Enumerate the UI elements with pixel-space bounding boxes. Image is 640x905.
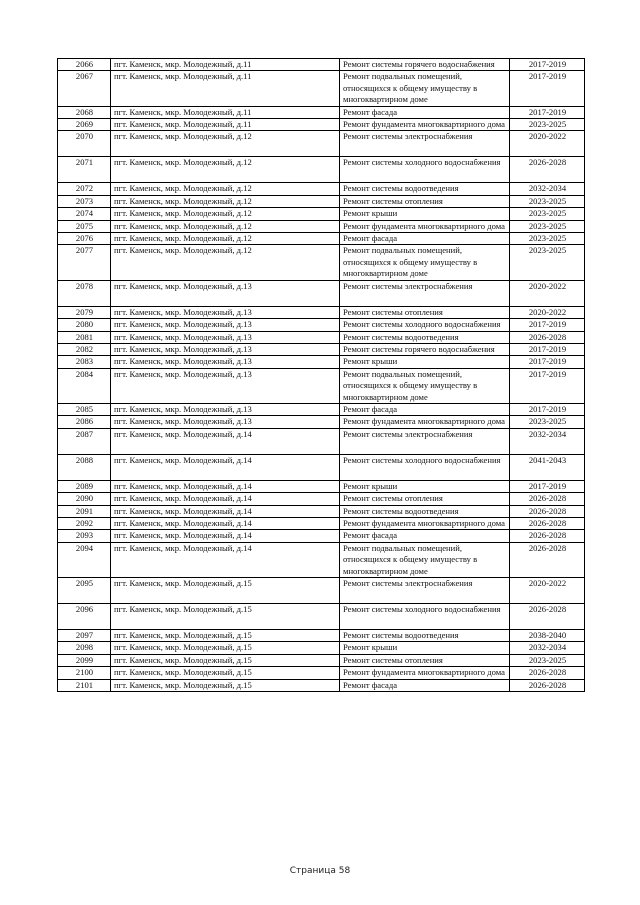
- row-number: 2080: [58, 319, 111, 331]
- row-work-type: Ремонт подвальных помещений, относящихся к общему имуществу в многоквартирном доме: [340, 542, 510, 577]
- row-address: пгт. Каменск, мкр. Молодежный, д.15: [111, 630, 340, 642]
- row-work-type: Ремонт крыши: [340, 208, 510, 220]
- row-period: 2023-2025: [510, 208, 585, 220]
- row-period: 2041-2043: [510, 454, 585, 480]
- row-work-type: Ремонт системы водоотведения: [340, 331, 510, 343]
- row-work-type: Ремонт системы горячего водоснабжения: [340, 343, 510, 355]
- row-number: 2074: [58, 208, 111, 220]
- table-row: [58, 106, 585, 118]
- row-address: пгт. Каменск, мкр. Молодежный, д.14: [111, 480, 340, 492]
- row-work-type: Ремонт системы водоотведения: [340, 505, 510, 517]
- row-number: 2084: [58, 368, 111, 403]
- row-address: пгт. Каменск, мкр. Молодежный, д.14: [111, 505, 340, 517]
- table-row: [58, 416, 585, 428]
- row-address: пгт. Каменск, мкр. Молодежный, д.15: [111, 654, 340, 666]
- table-row: [58, 306, 585, 318]
- row-work-type: Ремонт фундамента многоквартирного дома: [340, 220, 510, 232]
- table-row: [58, 679, 585, 691]
- row-work-type: Ремонт фасада: [340, 403, 510, 415]
- table-row: [58, 642, 585, 654]
- row-number: 2071: [58, 157, 111, 183]
- table-row: [58, 428, 585, 454]
- table-row: [58, 368, 585, 403]
- row-work-type: Ремонт фундамента многоквартирного дома: [340, 119, 510, 131]
- row-work-type: Ремонт системы водоотведения: [340, 183, 510, 195]
- row-address: пгт. Каменск, мкр. Молодежный, д.13: [111, 306, 340, 318]
- table-row: [58, 356, 585, 368]
- table-row: [58, 208, 585, 220]
- row-number: 2092: [58, 517, 111, 529]
- row-number: 2100: [58, 667, 111, 679]
- table-row: [58, 667, 585, 679]
- row-number: 2068: [58, 106, 111, 118]
- table-row: [58, 220, 585, 232]
- row-period: 2020-2022: [510, 578, 585, 604]
- row-period: 2026-2028: [510, 505, 585, 517]
- row-period: 2017-2019: [510, 59, 585, 71]
- row-work-type: Ремонт системы отопления: [340, 195, 510, 207]
- row-number: 2089: [58, 480, 111, 492]
- row-address: пгт. Каменск, мкр. Молодежный, д.11: [111, 71, 340, 106]
- work-schedule-table: [57, 58, 585, 692]
- row-number: 2082: [58, 343, 111, 355]
- row-period: 2017-2019: [510, 106, 585, 118]
- row-work-type: Ремонт системы электроснабжения: [340, 578, 510, 604]
- page-number: Страница 58: [289, 866, 351, 876]
- table-row: [58, 195, 585, 207]
- row-work-type: Ремонт системы электроснабжения: [340, 428, 510, 454]
- row-work-type: Ремонт фасада: [340, 233, 510, 245]
- row-period: 2023-2025: [510, 119, 585, 131]
- row-period: 2017-2019: [510, 480, 585, 492]
- row-number: 2079: [58, 306, 111, 318]
- row-period: 2017-2019: [510, 319, 585, 331]
- row-number: 2099: [58, 654, 111, 666]
- row-period: 2026-2028: [510, 604, 585, 630]
- row-address: пгт. Каменск, мкр. Молодежный, д.11: [111, 59, 340, 71]
- row-address: пгт. Каменск, мкр. Молодежный, д.12: [111, 131, 340, 157]
- row-number: 2086: [58, 416, 111, 428]
- row-period: 2038-2040: [510, 630, 585, 642]
- table-row: [58, 280, 585, 306]
- row-number: 2078: [58, 280, 111, 306]
- row-number: 2066: [58, 59, 111, 71]
- row-work-type: Ремонт подвальных помещений, относящихся к общему имуществу в многоквартирном доме: [340, 368, 510, 403]
- row-address: пгт. Каменск, мкр. Молодежный, д.12: [111, 157, 340, 183]
- row-address: пгт. Каменск, мкр. Молодежный, д.15: [111, 667, 340, 679]
- row-address: пгт. Каменск, мкр. Молодежный, д.12: [111, 183, 340, 195]
- row-work-type: Ремонт системы горячего водоснабжения: [340, 59, 510, 71]
- row-address: пгт. Каменск, мкр. Молодежный, д.14: [111, 493, 340, 505]
- row-work-type: Ремонт системы холодного водоснабжения: [340, 157, 510, 183]
- row-period: 2017-2019: [510, 71, 585, 106]
- row-number: 2081: [58, 331, 111, 343]
- row-period: 2026-2028: [510, 157, 585, 183]
- row-address: пгт. Каменск, мкр. Молодежный, д.15: [111, 578, 340, 604]
- row-period: 2026-2028: [510, 530, 585, 542]
- row-work-type: Ремонт системы холодного водоснабжения: [340, 454, 510, 480]
- table-row: [58, 630, 585, 642]
- row-number: 2070: [58, 131, 111, 157]
- row-period: 2032-2034: [510, 642, 585, 654]
- row-work-type: Ремонт крыши: [340, 480, 510, 492]
- table-row: [58, 493, 585, 505]
- row-address: пгт. Каменск, мкр. Молодежный, д.15: [111, 679, 340, 691]
- row-number: 2098: [58, 642, 111, 654]
- row-number: 2090: [58, 493, 111, 505]
- table-row: [58, 233, 585, 245]
- row-period: 2017-2019: [510, 368, 585, 403]
- row-address: пгт. Каменск, мкр. Молодежный, д.12: [111, 208, 340, 220]
- row-work-type: Ремонт системы холодного водоснабжения: [340, 604, 510, 630]
- row-number: 2095: [58, 578, 111, 604]
- row-period: 2023-2025: [510, 233, 585, 245]
- row-address: пгт. Каменск, мкр. Молодежный, д.12: [111, 245, 340, 280]
- row-address: пгт. Каменск, мкр. Молодежный, д.13: [111, 403, 340, 415]
- row-address: пгт. Каменск, мкр. Молодежный, д.14: [111, 530, 340, 542]
- table-row: [58, 505, 585, 517]
- row-address: пгт. Каменск, мкр. Молодежный, д.14: [111, 542, 340, 577]
- row-number: 2088: [58, 454, 111, 480]
- row-number: 2091: [58, 505, 111, 517]
- row-period: 2020-2022: [510, 306, 585, 318]
- row-number: 2075: [58, 220, 111, 232]
- row-work-type: Ремонт фундамента многоквартирного дома: [340, 416, 510, 428]
- table-row: [58, 319, 585, 331]
- row-work-type: Ремонт системы электроснабжения: [340, 131, 510, 157]
- row-period: 2026-2028: [510, 331, 585, 343]
- row-number: 2094: [58, 542, 111, 577]
- row-address: пгт. Каменск, мкр. Молодежный, д.13: [111, 356, 340, 368]
- row-address: пгт. Каменск, мкр. Молодежный, д.13: [111, 343, 340, 355]
- row-work-type: Ремонт фасада: [340, 679, 510, 691]
- row-work-type: Ремонт подвальных помещений, относящихся к общему имуществу в многоквартирном доме: [340, 71, 510, 106]
- row-address: пгт. Каменск, мкр. Молодежный, д.13: [111, 416, 340, 428]
- row-address: пгт. Каменск, мкр. Молодежный, д.13: [111, 280, 340, 306]
- row-work-type: Ремонт фундамента многоквартирного дома: [340, 667, 510, 679]
- row-address: пгт. Каменск, мкр. Молодежный, д.15: [111, 642, 340, 654]
- table-row: [58, 480, 585, 492]
- row-period: 2026-2028: [510, 517, 585, 529]
- row-number: 2087: [58, 428, 111, 454]
- row-work-type: Ремонт крыши: [340, 356, 510, 368]
- row-number: 2093: [58, 530, 111, 542]
- row-period: 2023-2025: [510, 220, 585, 232]
- row-number: 2097: [58, 630, 111, 642]
- row-period: 2023-2025: [510, 654, 585, 666]
- row-address: пгт. Каменск, мкр. Молодежный, д.11: [111, 119, 340, 131]
- row-number: 2073: [58, 195, 111, 207]
- row-address: пгт. Каменск, мкр. Молодежный, д.13: [111, 368, 340, 403]
- table-row: [58, 131, 585, 157]
- table-row: [58, 183, 585, 195]
- row-number: 2076: [58, 233, 111, 245]
- row-number: 2067: [58, 71, 111, 106]
- table-row: [58, 119, 585, 131]
- row-number: 2083: [58, 356, 111, 368]
- row-number: 2069: [58, 119, 111, 131]
- table-row: [58, 403, 585, 415]
- row-address: пгт. Каменск, мкр. Молодежный, д.12: [111, 220, 340, 232]
- row-number: 2096: [58, 604, 111, 630]
- row-period: 2023-2025: [510, 416, 585, 428]
- table-row: [58, 59, 585, 71]
- row-work-type: Ремонт системы холодного водоснабжения: [340, 319, 510, 331]
- row-period: 2026-2028: [510, 679, 585, 691]
- row-address: пгт. Каменск, мкр. Молодежный, д.13: [111, 319, 340, 331]
- row-period: 2023-2025: [510, 245, 585, 280]
- row-address: пгт. Каменск, мкр. Молодежный, д.14: [111, 454, 340, 480]
- row-number: 2072: [58, 183, 111, 195]
- row-period: 2020-2022: [510, 280, 585, 306]
- row-number: 2077: [58, 245, 111, 280]
- row-period: 2017-2019: [510, 343, 585, 355]
- table-row: [58, 654, 585, 666]
- row-period: 2032-2034: [510, 183, 585, 195]
- row-work-type: Ремонт системы электроснабжения: [340, 280, 510, 306]
- row-address: пгт. Каменск, мкр. Молодежный, д.12: [111, 195, 340, 207]
- row-work-type: Ремонт системы водоотведения: [340, 630, 510, 642]
- row-work-type: Ремонт фасада: [340, 106, 510, 118]
- row-period: 2023-2025: [510, 195, 585, 207]
- row-period: 2032-2034: [510, 428, 585, 454]
- row-period: 2026-2028: [510, 542, 585, 577]
- row-address: пгт. Каменск, мкр. Молодежный, д.13: [111, 331, 340, 343]
- row-number: 2085: [58, 403, 111, 415]
- row-period: 2017-2019: [510, 403, 585, 415]
- table-row: [58, 604, 585, 630]
- row-period: 2017-2019: [510, 356, 585, 368]
- row-period: 2026-2028: [510, 667, 585, 679]
- row-period: 2026-2028: [510, 493, 585, 505]
- row-work-type: Ремонт подвальных помещений, относящихся к общему имуществу в многоквартирном доме: [340, 245, 510, 280]
- row-address: пгт. Каменск, мкр. Молодежный, д.11: [111, 106, 340, 118]
- row-address: пгт. Каменск, мкр. Молодежный, д.12: [111, 233, 340, 245]
- table-row: [58, 71, 585, 106]
- row-work-type: Ремонт системы отопления: [340, 493, 510, 505]
- table-row: [58, 578, 585, 604]
- table-body: [58, 59, 585, 692]
- table-row: [58, 542, 585, 577]
- table-row: [58, 157, 585, 183]
- row-work-type: Ремонт крыши: [340, 642, 510, 654]
- row-work-type: Ремонт системы отопления: [340, 654, 510, 666]
- row-number: 2101: [58, 679, 111, 691]
- row-work-type: Ремонт фундамента многоквартирного дома: [340, 517, 510, 529]
- row-work-type: Ремонт системы отопления: [340, 306, 510, 318]
- table-row: [58, 454, 585, 480]
- row-period: 2020-2022: [510, 131, 585, 157]
- row-address: пгт. Каменск, мкр. Молодежный, д.14: [111, 517, 340, 529]
- row-address: пгт. Каменск, мкр. Молодежный, д.15: [111, 604, 340, 630]
- table-row: [58, 331, 585, 343]
- row-work-type: Ремонт фасада: [340, 530, 510, 542]
- table-row: [58, 517, 585, 529]
- row-address: пгт. Каменск, мкр. Молодежный, д.14: [111, 428, 340, 454]
- table-row: [58, 343, 585, 355]
- table-row: [58, 530, 585, 542]
- table-row: [58, 245, 585, 280]
